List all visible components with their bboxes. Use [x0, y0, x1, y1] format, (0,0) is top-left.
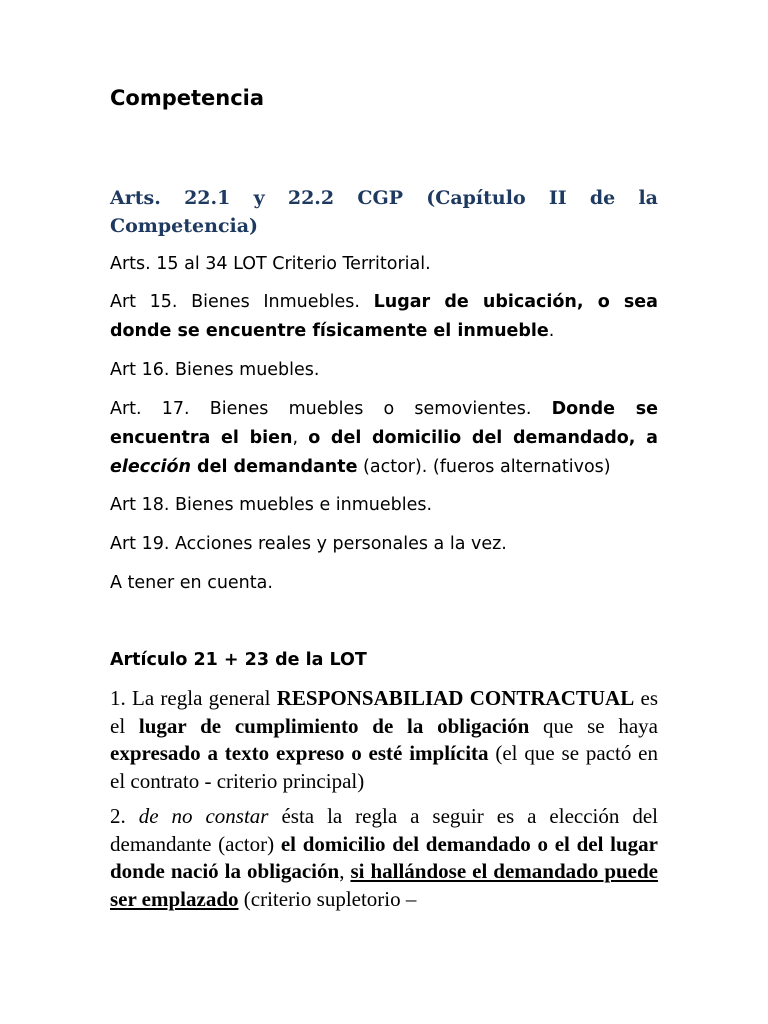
paragraph-art-15: Art 15. Bienes Inmuebles. Lugar de ubicación, o sea donde se encuentre físicamente el inmueble. [110, 292, 658, 341]
paragraph-art-19: Art 19. Acciones reales y personales a la vez. [110, 534, 507, 554]
paragraph-art-18: Art 18. Bienes muebles e inmuebles. [110, 495, 433, 515]
paragraph-art-16: Art 16. Bienes muebles. [110, 360, 320, 380]
subheading-articulo-21-23: Artículo 21 + 23 de la LOT [110, 650, 367, 670]
list-item-2: 2. de no constar ésta la regla a seguir es a elección del demandante (actor) el domicilio del demandado o el del lugar donde nació la obligación, si hallándose el demandado puede ser emplazado (criterio supletorio – [110, 804, 659, 911]
list-item-1: 1. La regla general RESPONSABILIAD CONTRACTUAL es el lugar de cumplimiento de la obligación que se haya expresado a texto expreso o esté implícita (el que se pactó en el contrato - criterio principal) [110, 686, 658, 793]
page-title: Competencia [110, 86, 265, 110]
paragraph-a-tener-en-cuenta: A tener en cuenta. [110, 573, 273, 593]
section-heading: Arts. 22.1 y 22.2 CGP (Capítulo II de la Competencia) [110, 187, 658, 237]
paragraph-criterio-territorial: Arts. 15 al 34 LOT Criterio Territorial. [110, 254, 431, 274]
paragraph-art-17: Art. 17. Bienes muebles o semovientes. Donde se encuentra el bien, o del domicilio del demandado, a elección del demandante (actor). (fueros alternativos) [110, 399, 658, 477]
